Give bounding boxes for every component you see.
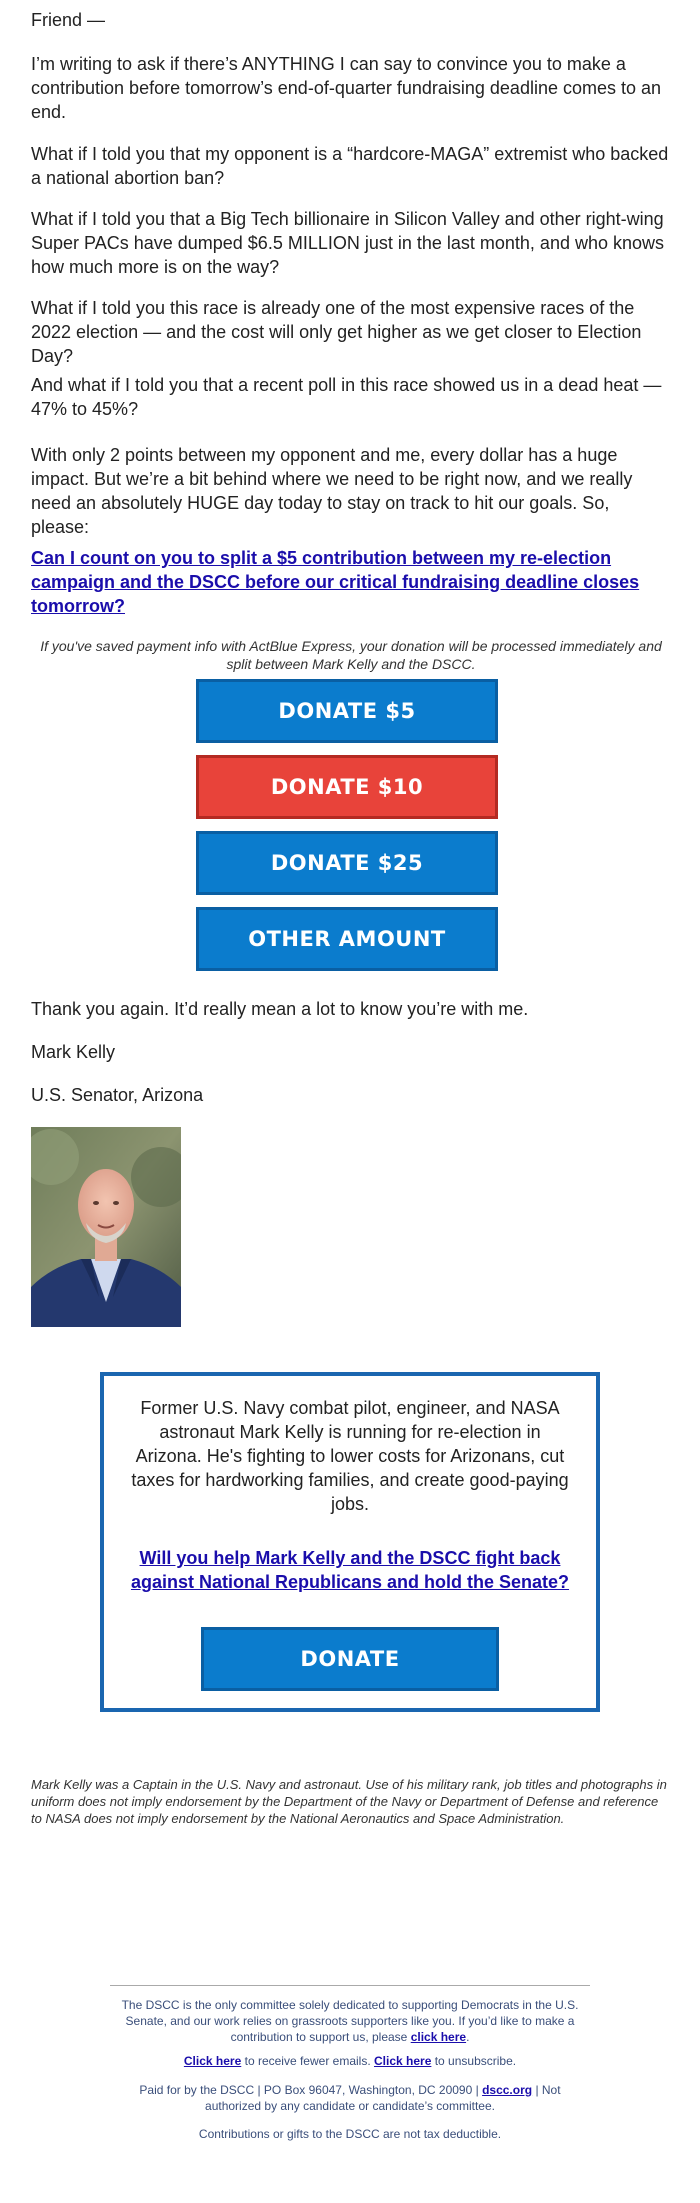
footer-divider — [110, 1985, 590, 1986]
donate-5-button[interactable]: DONATE $5 — [196, 679, 498, 743]
paragraph-1: I’m writing to ask if there’s ANYTHING I can say to convince you to make a contribution before tomorrow’s end-of-quarter fundraising deadline comes to an end. — [31, 54, 662, 122]
unsubscribe-link[interactable]: Click here — [374, 2054, 432, 2068]
footer-about: The DSCC is the only committee solely dedicated to supporting Democrats in the U.S. Senate, and our work relies on grassroots supporters like you. If you’d like to make a contribution to support us, please click here. — [121, 1998, 579, 2044]
mark-kelly-photo — [31, 1127, 181, 1327]
unsubscribe-text: to unsubscribe. — [434, 2054, 517, 2068]
paragraph-6: With only 2 points between my opponent and me, every dollar has a huge impact. But we’re a bit behind where we need to be right now, and we really need an absolutely HUGE day today to stay on track to hit our goals. So, please: — [31, 445, 633, 537]
promo-donate-button[interactable]: DONATE — [201, 1627, 499, 1691]
paragraph-3: What if I told you that a Big Tech billionaire in Silicon Valley and other right-wing Super PACs have dumped $6.5 MILLION just in the last month, and who knows how much more is on the way? — [31, 209, 665, 277]
signature-name: Mark Kelly — [31, 1042, 116, 1062]
hold-senate-link[interactable]: Will you help Mark Kelly and the DSCC fight back against National Republicans and hold the Senate? — [130, 1548, 570, 1592]
promo-text: Former U.S. Navy combat pilot, engineer, and NASA astronaut Mark Kelly is running for re-election in Arizona. He's fighting to lower costs for Arizonans, cut taxes for hardworking families, and create good-paying jobs. — [131, 1398, 569, 1514]
footer-about-text: The DSCC is the only committee solely dedicated to supporting Democrats in the U.S. Senate, and our work relies on grassroots supporters like you. If you’d like to make a contribution to support us, please — [121, 1998, 579, 2044]
paragraph-4: What if I told you this race is already one of the most expensive races of the 2022 election — and the cost will only get higher as we get closer to Election Day? — [31, 298, 642, 366]
donate-10-button[interactable]: DONATE $10 — [196, 755, 498, 819]
actblue-note: If you've saved payment info with ActBlue Express, your donation will be processed immediately and split between Mark Kelly and the DSCC. — [40, 638, 662, 672]
footer-tax-note: Contributions or gifts to the DSCC are not tax deductible. — [198, 2127, 502, 2141]
paragraph-2: What if I told you that my opponent is a “hardcore-MAGA” extremist who backed a national abortion ban? — [31, 144, 669, 188]
military-disclaimer: Mark Kelly was a Captain in the U.S. Navy and astronaut. Use of his military rank, job titles and photographs in uniform does not imply endorsement by the Department of the Navy or Department of Defense and reference to NASA does not imply endorsement by the National Aeronautics and Space Administration. — [31, 1777, 667, 1826]
dscc-site-link[interactable]: dscc.org — [482, 2083, 533, 2097]
paragraph-5: And what if I told you that a recent poll in this race showed us in a dead heat — 47% to 45%? — [31, 375, 662, 419]
signature-title: U.S. Senator, Arizona — [31, 1085, 204, 1105]
promo-link-paragraph — [124, 1546, 576, 1594]
footer-contribute-link[interactable]: click here — [410, 2030, 467, 2044]
not-authorized-text: | Not authorized by any candidate or candidate’s committee. — [205, 2083, 561, 2113]
donate-25-button[interactable]: DONATE $25 — [196, 831, 498, 895]
fewer-emails-link[interactable]: Click here — [183, 2054, 242, 2068]
contribution-link[interactable]: Can I count on you to split a $5 contribution between my re-election campaign and the DSCC before our critical fundraising deadline closes tomorrow? — [31, 548, 640, 616]
greeting: Friend — — [31, 10, 106, 30]
closing-text: Thank you again. It’d really mean a lot to know you’re with me. — [31, 999, 529, 1019]
footer-paid-for — [110, 2082, 590, 2114]
paid-for-text: Paid for by the DSCC | PO Box 96047, Washington, DC 20090 | — [139, 2083, 479, 2097]
footer-email-prefs — [110, 2053, 590, 2069]
fewer-emails-text: to receive fewer emails. — [244, 2054, 371, 2068]
other-amount-button[interactable]: OTHER AMOUNT — [196, 907, 498, 971]
cta-paragraph — [31, 546, 671, 618]
